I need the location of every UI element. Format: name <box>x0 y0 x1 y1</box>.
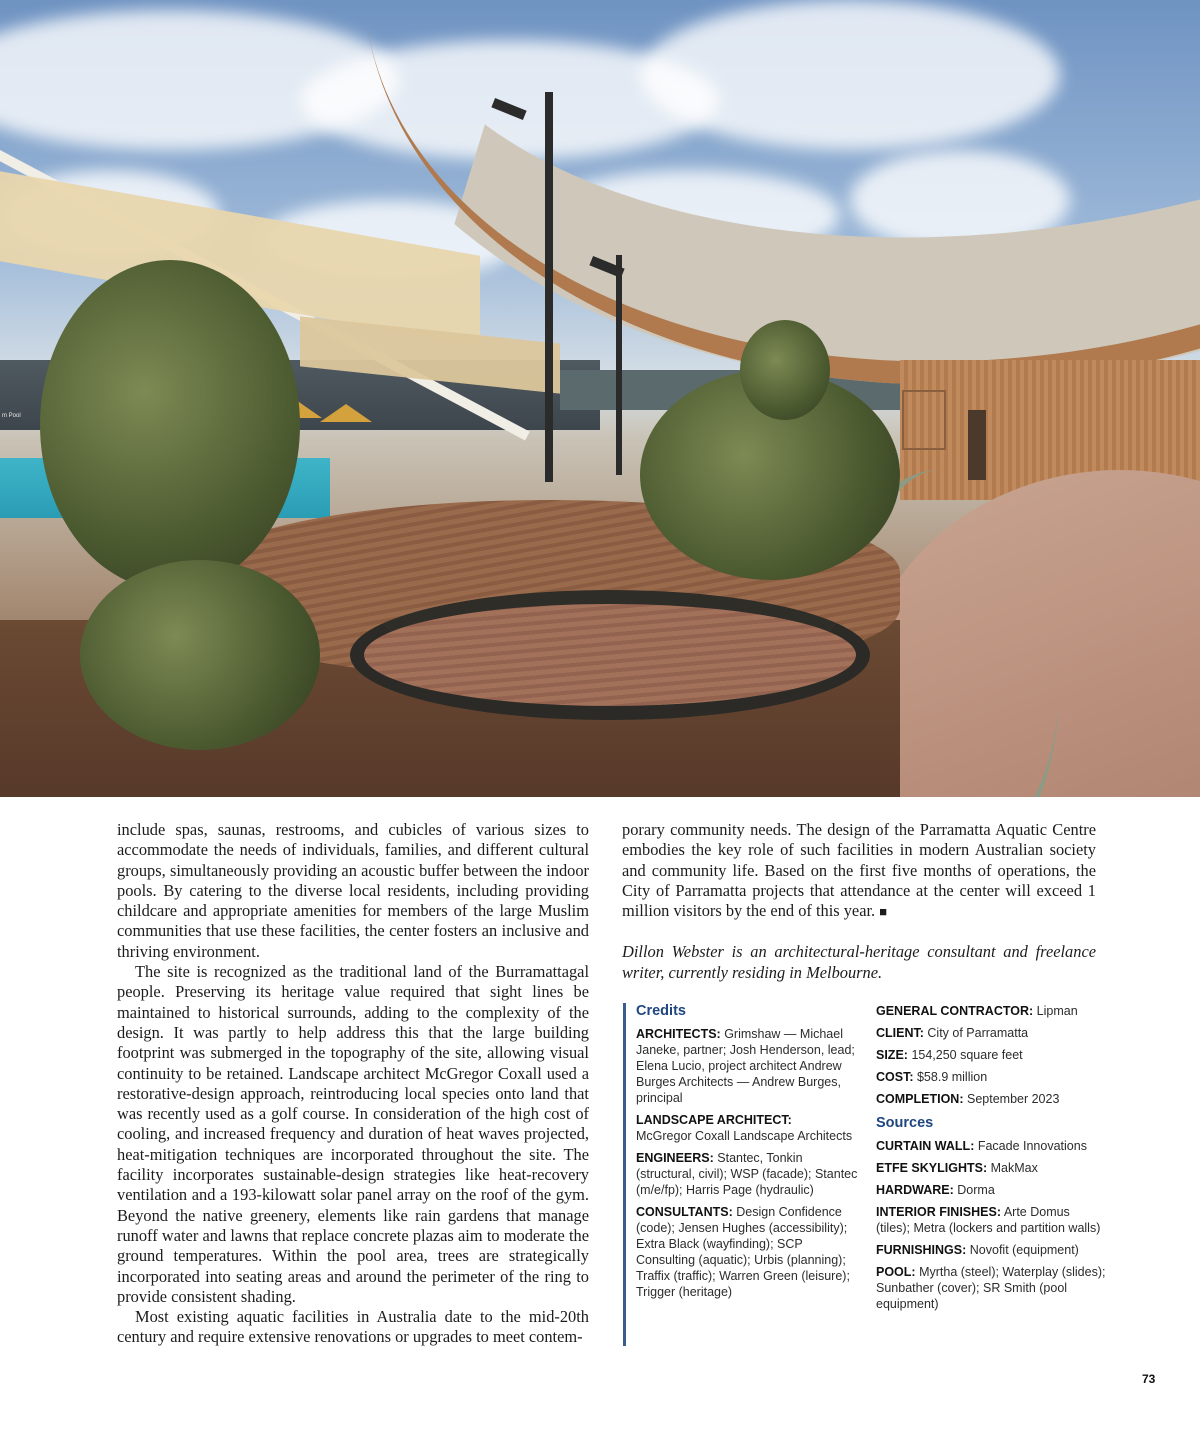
facade-door <box>968 410 986 480</box>
timber-deck-lower <box>350 590 870 720</box>
article-column-left <box>117 820 589 1348</box>
credit-entry <box>636 1112 862 1144</box>
credit-label: SIZE: <box>876 1048 908 1062</box>
credit-value: 154,250 square feet <box>911 1048 1023 1062</box>
author-bio: Dillon Webster is an architectural-heritage consultant and freelance writer, currently residing in Melbourne. <box>622 942 1096 982</box>
credit-value: McGregor Coxall Landscape Architects <box>636 1129 853 1143</box>
source-entry <box>876 1182 1106 1198</box>
credits-box <box>623 1003 1106 1348</box>
tree <box>40 260 300 590</box>
credit-label: ARCHITECTS: <box>636 1027 721 1041</box>
paragraph: The site is recognized as the traditional land of the Burramattagal people. Preserving its heritage value required that sight lines be maintained to historical surrounds, adding to the complexity of the design. It was partly to help address this that the large building footprint was submerged in the topography of the site, allowing visual continuity to be retained. Landscape architect McGregor Coxall used a restorative-design approach, reintroducing local species onto land that was recently used as a golf course. In consideration of the high cost of cooling, and increased frequency and duration of heat waves projected, heat-mitigation techniques are incorporated throughout the site. The facility incorporates sustainable-design strategies like heat-recovery ventilation and a 193-kilowatt solar panel array on the roof of the gym. Beyond the native greenery, elements like rain gardens that manage runoff water and lawns that replace concrete plazas aim to moderate the ground temperatures. Within the pool area, trees are strategically incorporated into seating areas and around the perimeter of the ring to provide consistent shading. <box>117 962 589 1306</box>
credit-value: Design Confidence (code); Jensen Hughes (accessibility); Extra Black (wayfinding); SCP Consulting (aquatic); Urbis (planning); Traffix (traffic); Warren Green (leisure); Trigger (heritage) <box>636 1205 850 1299</box>
page-number: 73 <box>1142 1372 1156 1386</box>
paragraph-text: porary community needs. The design of the Parramatta Aquatic Centre embodies the key role of such facilities in modern Australian society and community life. Based on the first five months of operations, the City of Parramatta projects that attendance at the center will exceed 1 million visitors by the end of this year. <box>622 820 1096 921</box>
credit-label: LANDSCAPE ARCHITECT: <box>636 1113 792 1127</box>
sources-heading: Sources <box>876 1115 934 1131</box>
source-entry <box>876 1204 1106 1236</box>
source-value: Novofit (equipment) <box>969 1243 1079 1257</box>
source-value: Facade Innovations <box>977 1139 1087 1153</box>
source-label: FURNISHINGS: <box>876 1243 967 1257</box>
credit-entry <box>876 1003 1106 1019</box>
credit-label: CLIENT: <box>876 1026 924 1040</box>
credit-value: $58.9 million <box>916 1070 988 1084</box>
credit-entry <box>876 1047 1106 1063</box>
source-label: HARDWARE: <box>876 1183 954 1197</box>
source-entry <box>876 1242 1106 1258</box>
credit-value: Grimshaw — Michael Janeke, partner; Josh Henderson, lead; Elena Lucio, project architect Andrew Burges Architects — Andrew Burges, principal <box>636 1027 855 1105</box>
article-column-right <box>622 820 1096 983</box>
credit-entry <box>876 1025 1106 1041</box>
facade-panel <box>902 390 946 450</box>
paragraph: Most existing aquatic facilities in Australia date to the mid-20th century and require extensive renovations or upgrades to meet contem- <box>117 1307 589 1347</box>
umbrella <box>320 404 372 422</box>
credit-value: September 2023 <box>966 1092 1060 1106</box>
tree <box>740 320 830 420</box>
source-label: CURTAIN WALL: <box>876 1139 975 1153</box>
credits-column-2 <box>876 1003 1106 1318</box>
source-value: MakMax <box>990 1161 1038 1175</box>
credit-label: COMPLETION: <box>876 1092 964 1106</box>
credit-label: CONSULTANTS: <box>636 1205 733 1219</box>
credits-column-1 <box>636 1003 862 1306</box>
paragraph: include spas, saunas, restrooms, and cubicles of various sizes to accommodate the needs of individuals, families, and different cultural groups, simultaneously providing an acoustic buffer between the indoor pools. By catering to the diverse local residents, including providing childcare and appropriate amenities for members of the large Muslim communities that use these facilities, the center fosters an inclusive and thriving environment. <box>117 820 589 961</box>
source-label: ETFE SKYLIGHTS: <box>876 1161 988 1175</box>
credit-label: ENGINEERS: <box>636 1151 714 1165</box>
end-mark: ■ <box>879 904 888 920</box>
credit-entry <box>636 1204 862 1300</box>
credit-label: COST: <box>876 1070 914 1084</box>
credit-entry <box>636 1150 862 1198</box>
credit-entry <box>876 1069 1106 1085</box>
source-value: Dorma <box>957 1183 995 1197</box>
light-pole <box>616 255 622 475</box>
credits-rule <box>623 1003 626 1346</box>
credit-entry <box>636 1026 862 1106</box>
paragraph <box>622 820 1096 922</box>
light-pole <box>545 92 553 482</box>
credit-value: Stantec, Tonkin (structural, civil); WSP (facade); Stantec (m/e/fp); Harris Page (hydraulic) <box>636 1151 858 1197</box>
shrub <box>80 560 320 750</box>
source-value: Myrtha (steel); Waterplay (slides); Sunbather (cover); SR Smith (pool equipment) <box>876 1265 1106 1311</box>
source-label: POOL: <box>876 1265 916 1279</box>
credit-label: GENERAL CONTRACTOR: <box>876 1004 1034 1018</box>
source-entry <box>876 1264 1106 1312</box>
source-entry <box>876 1160 1106 1176</box>
credit-value: Lipman <box>1036 1004 1078 1018</box>
credit-entry <box>876 1091 1106 1107</box>
pool-sign: m Pool <box>2 413 21 419</box>
credit-value: City of Parramatta <box>927 1026 1029 1040</box>
source-label: INTERIOR FINISHES: <box>876 1205 1002 1219</box>
source-entry <box>876 1138 1106 1154</box>
source-value: Arte Domus (tiles); Metra (lockers and partition walls) <box>876 1205 1101 1235</box>
credits-heading: Credits <box>636 1003 686 1019</box>
